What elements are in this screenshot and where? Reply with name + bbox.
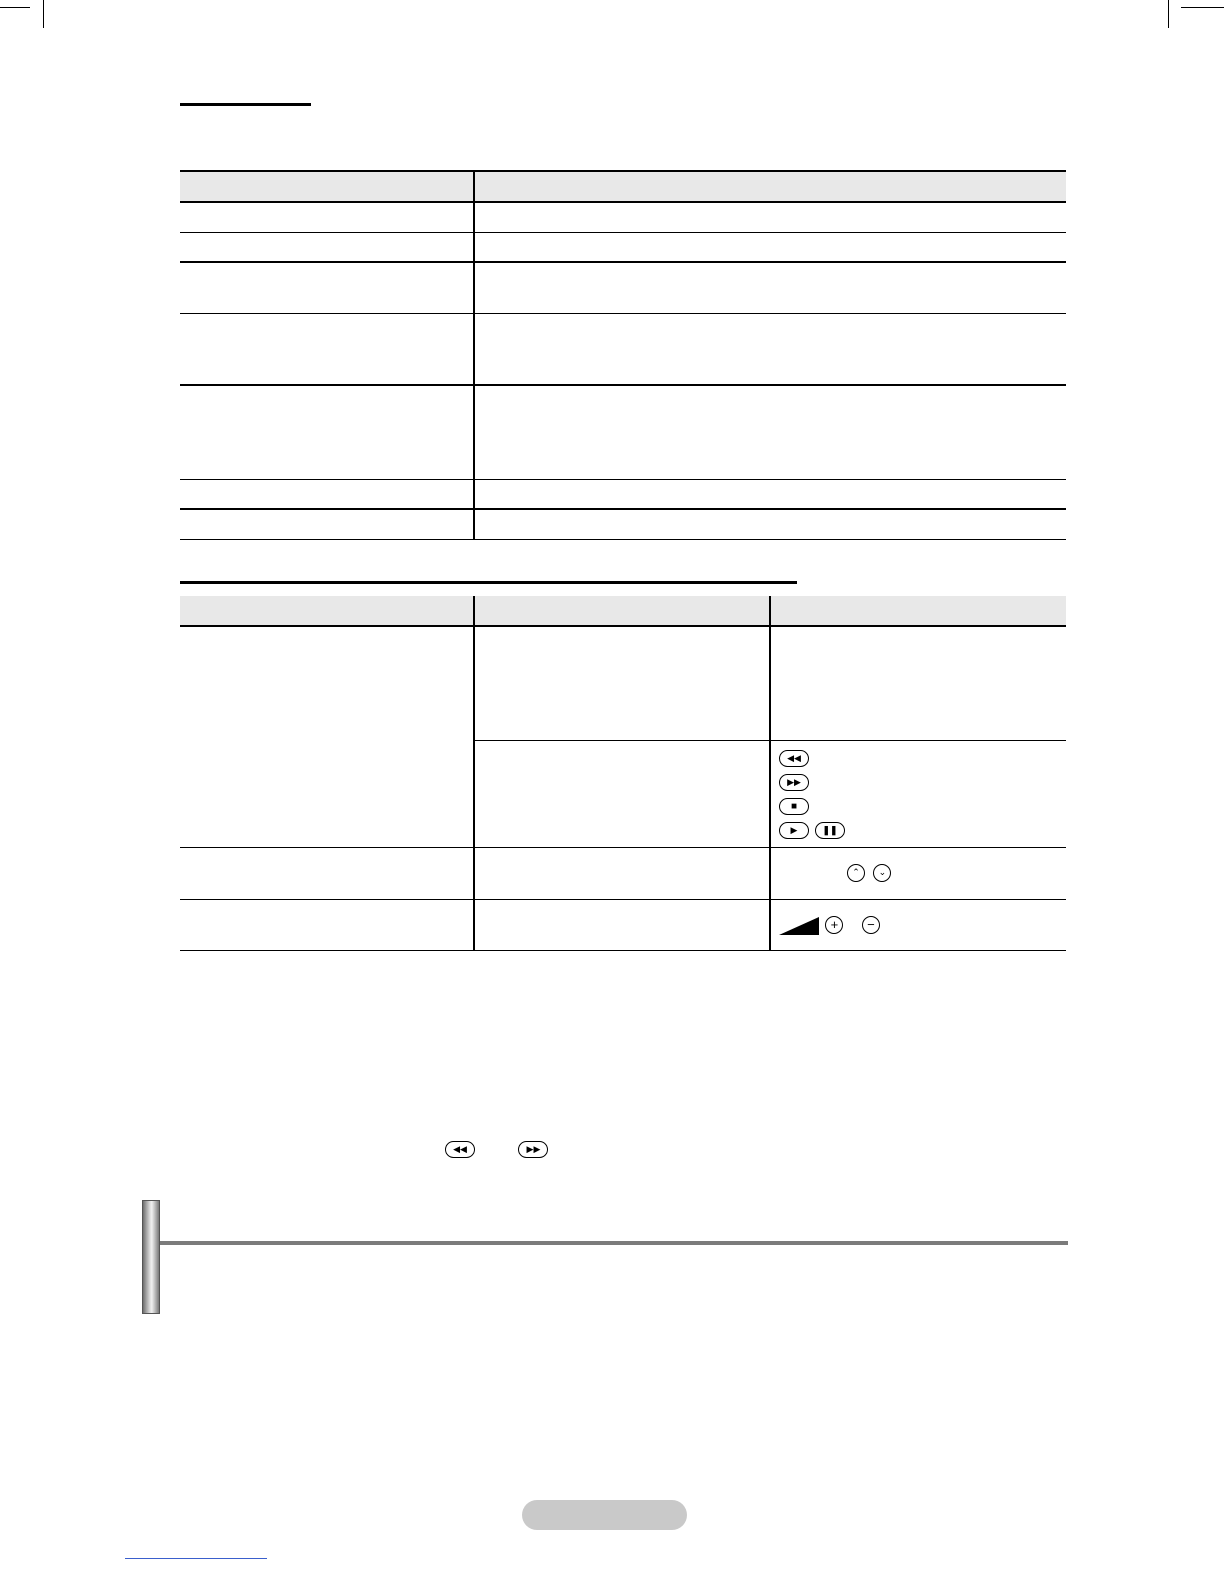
stop-icon: ■ (779, 798, 809, 815)
table-row (180, 262, 1066, 313)
volume-down-icon: − (862, 916, 880, 934)
table-cell (474, 847, 770, 899)
table-header-row (180, 596, 1066, 626)
table-header-cell (474, 596, 770, 626)
table-header-cell (180, 596, 474, 626)
page-number-pill (522, 1500, 687, 1530)
table-cell (474, 202, 1066, 232)
subsection-heading-rule (180, 581, 797, 584)
channel-buttons-cell (770, 847, 1066, 899)
table-row (180, 202, 1066, 232)
volume-icon (779, 915, 819, 935)
table-cell (474, 313, 1066, 385)
table-cell (474, 509, 1066, 539)
table-cell (474, 232, 1066, 262)
table-row (180, 899, 1066, 950)
table-cell (180, 232, 474, 262)
table-cell (180, 479, 474, 509)
table-cell (474, 740, 770, 847)
footer-rule (125, 1558, 267, 1559)
pause-icon: ❚❚ (815, 822, 845, 839)
table-cell (474, 385, 1066, 479)
table-cell (474, 626, 770, 740)
crop-mark-top-left-v (43, 0, 44, 28)
table-row (180, 232, 1066, 262)
remote-control-table (180, 596, 1066, 951)
playback-buttons-cell (770, 740, 1066, 847)
table-cell (474, 899, 770, 950)
table-cell (180, 899, 474, 950)
table-header-cell (180, 171, 474, 202)
note-rewind-icon: ◀◀ (445, 1141, 475, 1158)
table-cell (474, 479, 1066, 509)
section-rule (160, 1241, 1068, 1245)
table-cell (180, 262, 474, 313)
table-row (180, 385, 1066, 479)
section-marker-bar (142, 1200, 160, 1314)
table-row (180, 626, 1066, 740)
channel-down-icon: ⌄ (873, 864, 891, 882)
table-row (180, 479, 1066, 509)
table-cell (474, 262, 1066, 313)
crop-mark-top-right-v (1168, 0, 1169, 28)
volume-up-icon: + (825, 916, 843, 934)
table-row (180, 509, 1066, 539)
table-cell (180, 202, 474, 232)
crop-mark-top-right (1181, 7, 1224, 8)
table-row (180, 313, 1066, 385)
fast-forward-icon: ▶▶ (779, 774, 809, 791)
section-heading-rule (180, 103, 311, 106)
play-icon: ▶ (779, 822, 809, 839)
table-header-cell (770, 596, 1066, 626)
table-header-cell (474, 171, 1066, 202)
volume-buttons-cell (770, 899, 1066, 950)
crop-mark-top-left (0, 7, 30, 8)
table-header-row (180, 171, 1066, 202)
table-cell (180, 847, 474, 899)
note-fast-forward-icon: ▶▶ (518, 1141, 548, 1158)
channel-up-icon: ⌃ (847, 864, 865, 882)
table-cell (180, 509, 474, 539)
table-cell (770, 626, 1066, 740)
table-cell (180, 313, 474, 385)
table-cell (180, 385, 474, 479)
specification-table (180, 170, 1066, 540)
rewind-icon: ◀◀ (779, 750, 809, 767)
table-cell (180, 626, 474, 847)
table-row (180, 847, 1066, 899)
